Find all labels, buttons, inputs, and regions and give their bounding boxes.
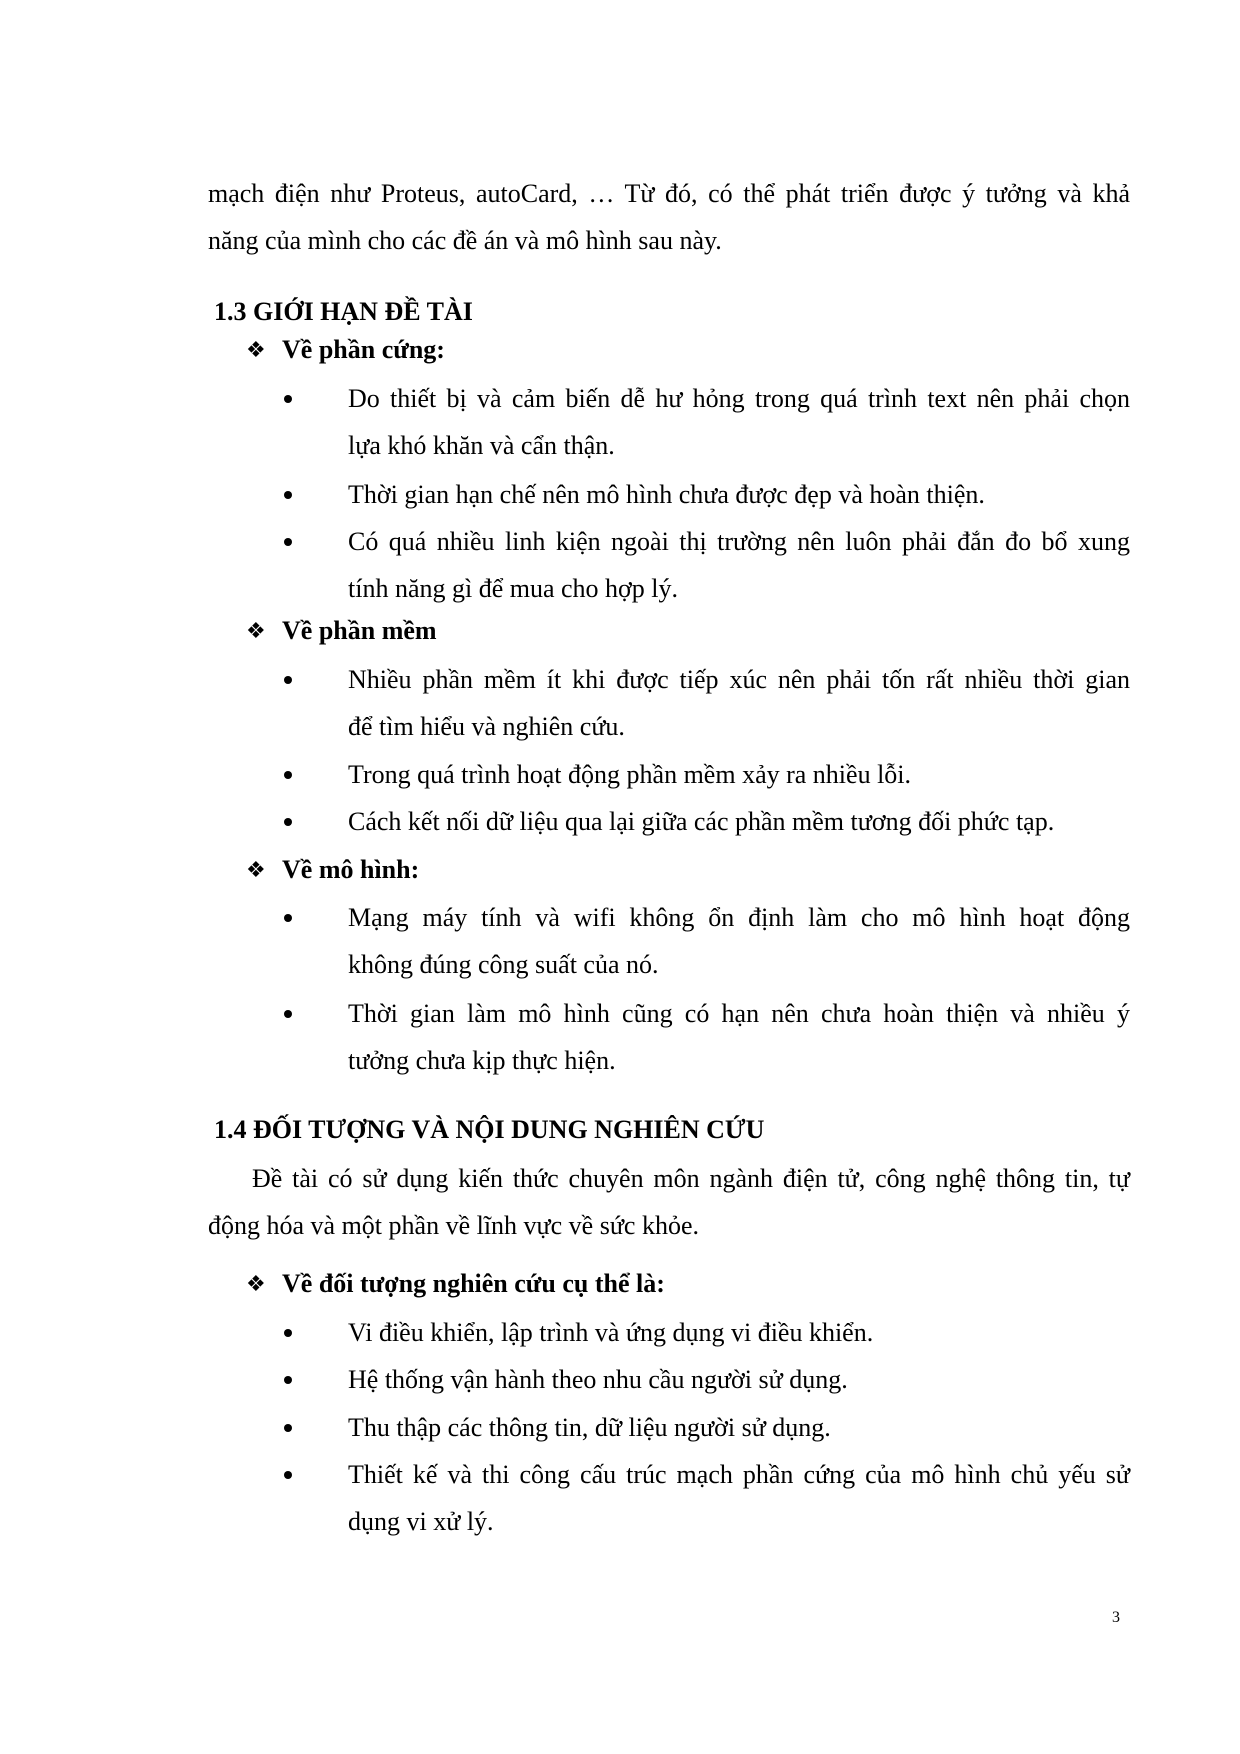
page-number: 3 (1112, 1609, 1120, 1626)
list-item: Thời gian làm mô hình cũng có hạn nên chưa hoàn thiện và nhiều ý tưởng chưa kịp thực hiện. (314, 990, 1130, 1084)
bullet-dot-icon (284, 818, 292, 826)
list-item: Có quá nhiều linh kiện ngoài thị trường nên luôn phải đắn đo bổ xung tính năng gì để mua cho hợp lý. (314, 518, 1130, 612)
bullet-dot-icon (284, 1376, 292, 1384)
list-item: Vi điều khiển, lập trình và ứng dụng vi điều khiển. (314, 1309, 1130, 1356)
list-item: Mạng máy tính và wifi không ổn định làm cho mô hình hoạt động không đúng công suất của nó. (314, 894, 1130, 988)
bullet-dot-icon (284, 1010, 292, 1018)
bullet-dot-icon (284, 538, 292, 546)
bullet-dot-icon (284, 676, 292, 684)
list-item: Trong quá trình hoạt động phần mềm xảy ra nhiều lỗi. (314, 751, 1130, 798)
diamond-bullet-icon: ❖ (246, 619, 266, 644)
diamond-bullet-icon: ❖ (246, 1272, 266, 1297)
paragraph-line: Đề tài có sử dụng kiến thức chuyên môn ngành điện tử, công nghệ thông tin, tự (252, 1164, 1130, 1193)
bullet-dot-icon (284, 1471, 292, 1479)
subheading-hardware: ❖ Về phần cứng: (246, 333, 445, 369)
bullet-dot-icon (284, 1424, 292, 1432)
intro-line: mạch điện như Proteus, autoCard, … Từ đó, có thể phát triển được ý tưởng và khả (208, 179, 1130, 208)
diamond-bullet-icon: ❖ (246, 338, 266, 363)
list-item: Do thiết bị và cảm biến dễ hư hỏng trong quá trình text nên phải chọn lựa khó khăn và cẩn thận. (314, 375, 1130, 469)
list-item: Nhiều phần mềm ít khi được tiếp xúc nên phải tốn rất nhiều thời gian để tìm hiểu và nghiên cứu. (314, 656, 1130, 750)
paragraph-line: động hóa và một phần về lĩnh vực về sức khỏe. (208, 1211, 700, 1240)
bullet-dot-icon (284, 491, 292, 499)
section-heading-1-4: 1.4 ĐỐI TƯỢNG VÀ NỘI DUNG NGHIÊN CỨU (214, 1115, 765, 1144)
bullet-dot-icon (284, 771, 292, 779)
list-item: Hệ thống vận hành theo nhu cầu người sử dụng. (314, 1356, 1130, 1403)
bullet-dot-icon (284, 395, 292, 403)
intro-paragraph (208, 170, 1130, 264)
intro-line: năng của mình cho các đề án và mô hình sau này. (208, 226, 722, 255)
section-heading-1-3: 1.3 GIỚI HẠN ĐỀ TÀI (214, 297, 473, 326)
list-item: Thiết kế và thi công cấu trúc mạch phần cứng của mô hình chủ yếu sử dụng vi xử lý. (314, 1451, 1130, 1545)
bullet-dot-icon (284, 1329, 292, 1337)
diamond-bullet-icon: ❖ (246, 858, 266, 883)
bullet-dot-icon (284, 914, 292, 922)
section-1-4-paragraph (208, 1155, 1130, 1249)
list-item: Cách kết nối dữ liệu qua lại giữa các phần mềm tương đối phức tạp. (314, 798, 1130, 845)
subheading-model: ❖ Về mô hình: (246, 853, 419, 889)
list-item: Thời gian hạn chế nên mô hình chưa được đẹp và hoàn thiện. (314, 471, 1130, 518)
list-item: Thu thập các thông tin, dữ liệu người sử dụng. (314, 1404, 1130, 1451)
subheading-software: ❖ Về phần mềm (246, 614, 437, 650)
subheading-research-objects: ❖ Về đối tượng nghiên cứu cụ thể là: (246, 1267, 665, 1303)
